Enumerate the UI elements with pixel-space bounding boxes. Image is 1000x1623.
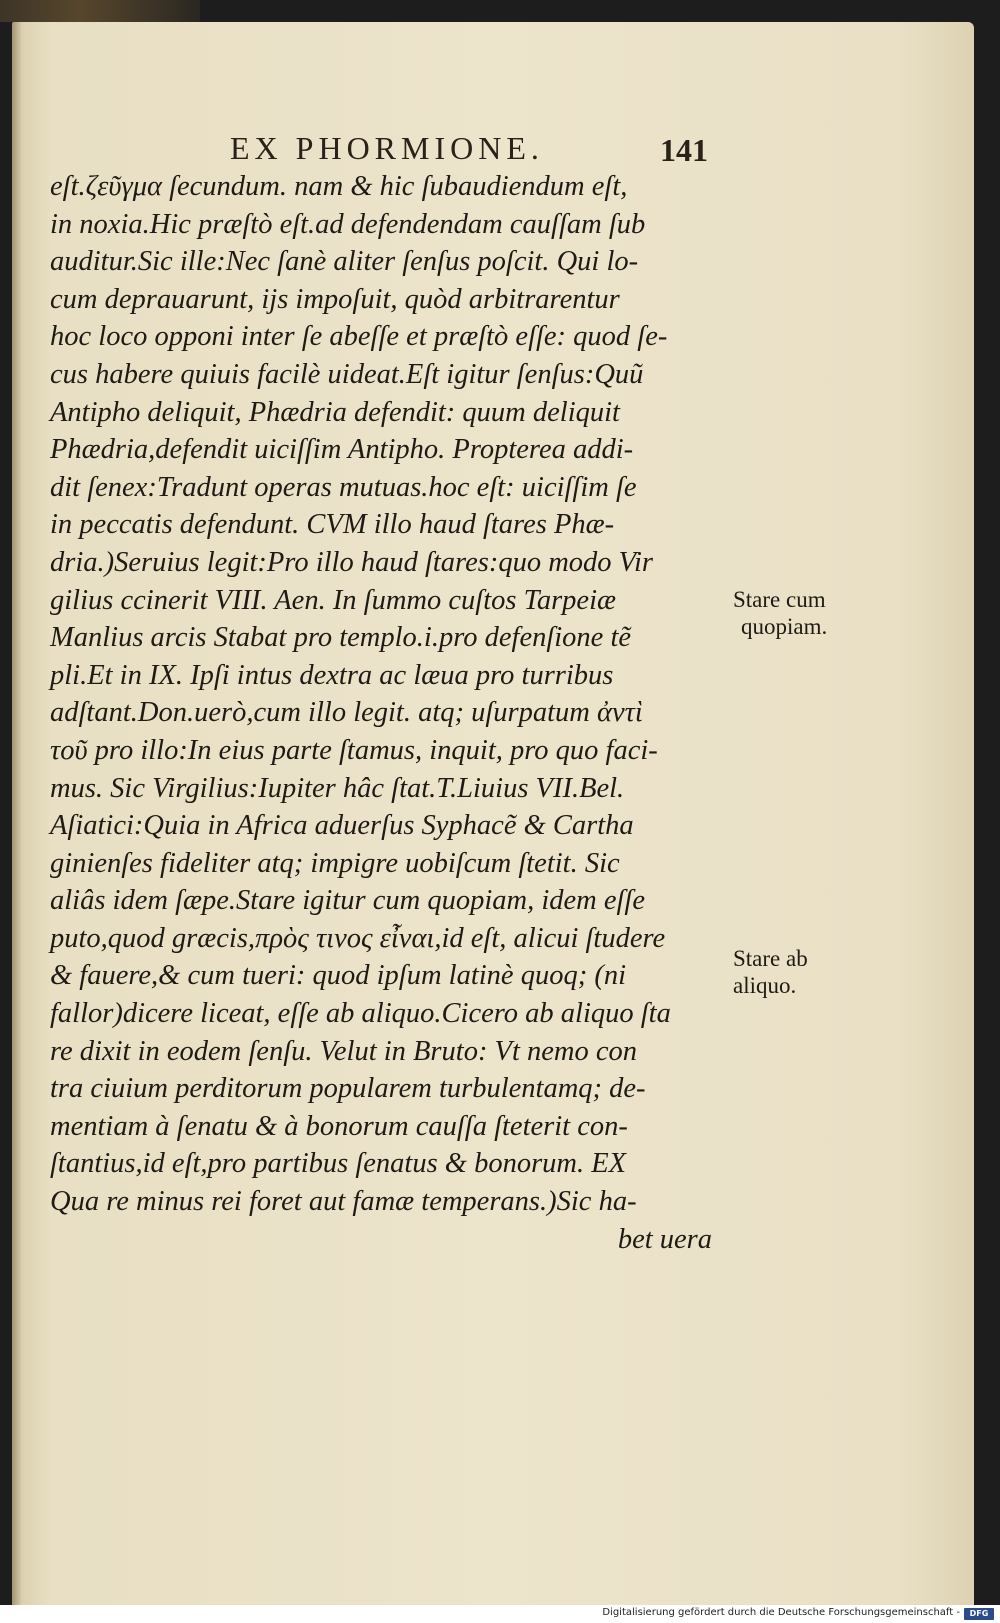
text-line: eſt.ζεῦγμα ſecundum. nam & hic ſubaudiendum eſt,	[50, 171, 628, 202]
marginal-note	[733, 945, 808, 999]
text-line: aliâs idem ſæpe.Stare igitur cum quopiam, idem eſſe	[50, 885, 645, 917]
text-line: Aſiatici:Quia in Africa aduerſus Syphacẽ & Cartha	[50, 810, 634, 842]
text-line: cus habere quiuis facilè uideat.Eſt igitur ſenſus:Quũ	[50, 358, 644, 390]
text-line: in noxia.Hic præſtò eſt.ad defendendam cauſſam ſub	[50, 208, 646, 240]
text-line: Manlius arcis Stabat pro templo.i.pro defenſione tẽ	[50, 622, 632, 654]
marginal-note-line: aliquo.	[733, 973, 797, 998]
text-line: dria.)Seruius legit:Pro illo haud ſtares:quo modo Vir	[50, 546, 653, 578]
marginal-note	[733, 586, 827, 640]
text-line: in peccatis defendunt. CVM illo haud ſtares Phæ-	[50, 509, 615, 541]
text-line: auditur.Sic ille:Nec ſanè aliter ſenſus poſcit. Qui lo-	[50, 246, 639, 278]
marginal-note-line: Stare ab	[733, 946, 808, 971]
text-line: tra ciuium perditorum popularem turbulentamq; de-	[50, 1073, 646, 1105]
text-line: cum deprauarunt, ijs impoſuit, quòd arbitrarentur	[50, 283, 620, 315]
text-line: Phædria,defendit uiciſſim Antipho. Propterea addi-	[50, 434, 634, 466]
text-line: mus. Sic Virgilius:Iupiter hâc ſtat.T.Liuius VII.Bel.	[50, 772, 625, 804]
book-cover-edge	[0, 0, 200, 22]
text-line: hoc loco opponi inter ſe abeſſe et præſtò eſſe: quod ſe-	[50, 321, 668, 353]
text-line: Antipho deliquit, Phædria defendit: quum deliquit	[50, 396, 620, 428]
catchword-line: bet uera	[617, 1223, 712, 1255]
text-line: mentiam à ſenatu & à bonorum cauſſa ſteterit con-	[50, 1110, 628, 1142]
text-line: re dixit in eodem ſenſu. Velut in Bruto: Vt nemo con	[50, 1035, 638, 1067]
text-line: & fauere,& cum tueri: quod ipſum latinè quoq; (ni	[50, 960, 626, 992]
text-line: fallor)dicere liceat, eſſe ab aliquo.Cicero ab aliquo ſta	[50, 998, 671, 1030]
text-line: ſtantius,id eſt,pro partibus ſenatus & bonorum. EX	[50, 1148, 627, 1180]
dfg-logo	[964, 1608, 994, 1620]
footer-bar	[0, 1605, 1000, 1623]
text-line: τοῦ pro illo:In eius parte ſtamus, inquit, pro quo faci-	[50, 734, 658, 766]
page-number: 141	[660, 132, 708, 168]
main-text-block	[50, 168, 740, 1258]
dfg-logo-text: DFG	[969, 1609, 989, 1618]
text-line: pli.Et in IX. Ipſi intus dextra ac læua pro turribus	[50, 659, 614, 691]
marginal-note-line: quopiam.	[741, 614, 828, 639]
running-head	[230, 130, 730, 170]
text-line: ginienſes fideliter atq; impigre uobiſcum ſtetit. Sic	[50, 847, 620, 879]
text-line: gilius ccinerit VIII. Aen. In ſummo cuſtos Tarpeiæ	[50, 584, 616, 616]
text-line: Qua re minus rei foret aut famæ temperans.)Sic ha-	[50, 1186, 637, 1218]
running-title: EX PHORMIONE.	[230, 130, 544, 166]
marginal-note-line: Stare cum	[733, 587, 826, 612]
funding-credit: Digitalisierung gefördert durch die Deutsche Forschungsgemeinschaft -	[602, 1607, 960, 1618]
gutter-shadow	[12, 22, 22, 1605]
text-line: puto,quod græcis,πρὸς τινος εἶναι,id eſt, alicui ſtudere	[50, 922, 666, 954]
text-line: dit ſenex:Tradunt operas mutuas.hoc eſt: uiciſſim ſe	[50, 471, 637, 503]
text-line: adſtant.Don.uerò,cum illo legit. atq; uſurpatum ἀντὶ	[50, 697, 643, 729]
